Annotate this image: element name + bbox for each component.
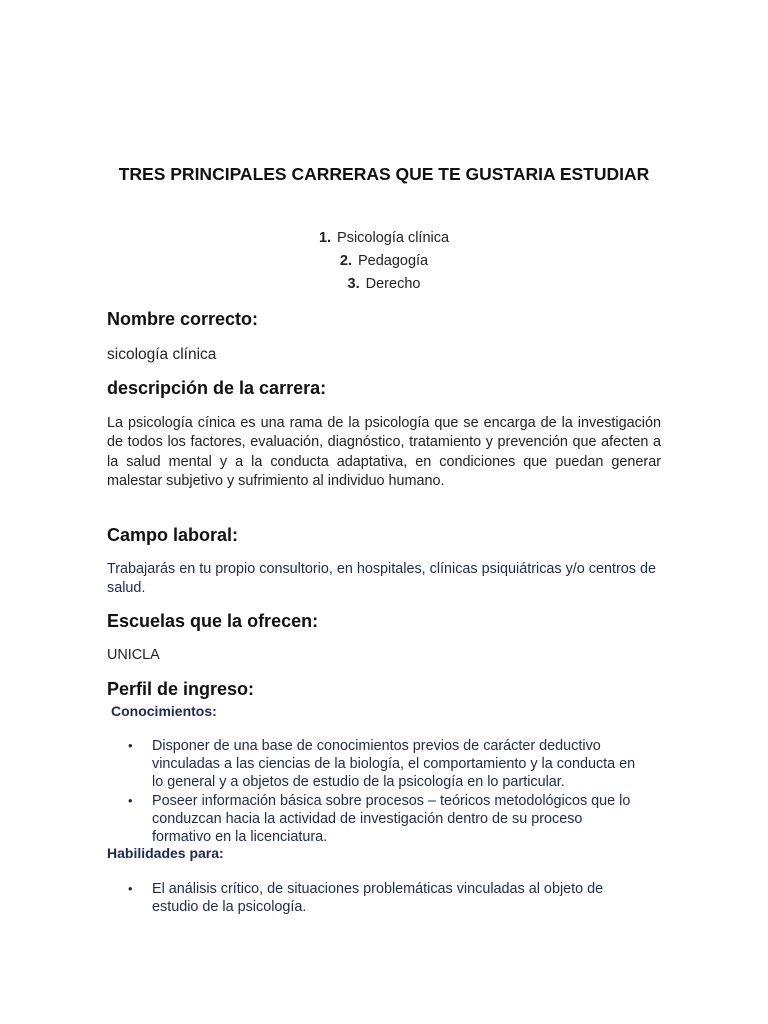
list-item [107, 227, 661, 250]
list-item [107, 250, 661, 273]
escuelas-value: UNICLA [107, 647, 160, 663]
list-item-label: Psicología clínica [337, 230, 450, 246]
perfil-heading: Perfil de ingreso: [107, 679, 255, 699]
document-title: TRES PRINCIPALES CARRERAS QUE TE GUSTARIA ESTUDIAR [118, 164, 650, 184]
list-item-number: 3. [347, 276, 360, 292]
habilidades-list [128, 880, 638, 916]
escuelas-heading: Escuelas que la ofrecen: [107, 611, 319, 631]
list-item: • El análisis crítico, de situaciones problemáticas vinculadas al objeto de estudio de la psicología. [128, 880, 638, 916]
nombre-correcto-value: sicología clínica [107, 346, 217, 363]
conocimientos-list [128, 737, 638, 846]
conocimientos-label: Conocimientos: [111, 703, 217, 719]
list-item-number: 1. [318, 230, 332, 246]
habilidades-label: Habilidades para: [107, 845, 224, 861]
career-list [107, 227, 661, 296]
list-item: • Disponer de una base de conocimientos previos de carácter deductivo vinculadas a las ciencias de la biología, el comportamiento y la conducta en lo general y a objetos de estudio de la psicología en lo particular. [128, 737, 638, 792]
list-item [107, 273, 661, 296]
descripcion-text: La psicología cínica es una rama de la psicología que se encarga de la investigación de todos los factores, evaluación, diagnóstico, tratamiento y prevención que afecten a la salud mental y a la conducta adaptativa, en condiciones que puedan generar malestar subjetivo y sufrimiento al individuo humano. [107, 415, 661, 490]
campo-laboral-text: Trabajarás en tu propio consultorio, en hospitales, clínicas psiquiátricas y/o centros de salud. [107, 561, 657, 597]
list-item-label: Derecho [365, 276, 421, 292]
list-item-label: Pedagogía [357, 253, 429, 269]
list-item-number: 2. [339, 253, 352, 269]
campo-laboral-heading: Campo laboral: [107, 525, 239, 545]
list-item: • Poseer información básica sobre procesos – teóricos metodológicos que lo conduzcan hacia la actividad de investigación dentro de su proceso formativo en la licenciatura. [128, 792, 638, 847]
nombre-correcto-heading: Nombre correcto: [107, 309, 259, 329]
descripcion-heading: descripción de la carrera: [107, 378, 327, 398]
